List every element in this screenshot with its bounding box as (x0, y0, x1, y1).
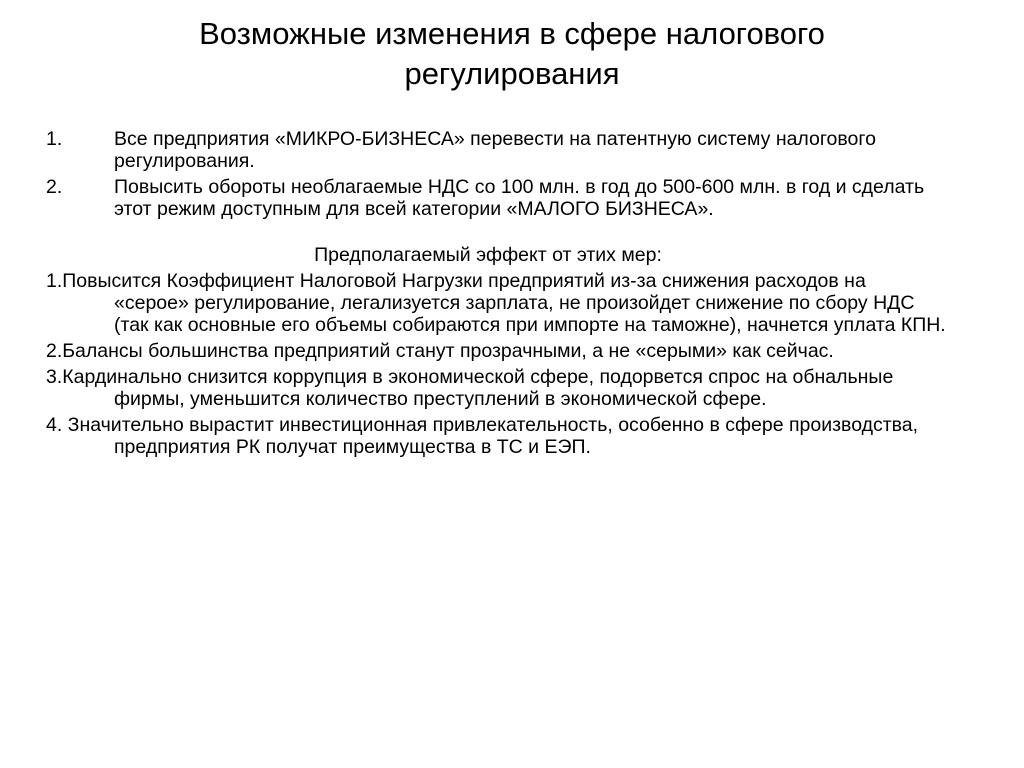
item-number: 2. (46, 176, 63, 198)
effects-heading: Предполагаемый эффект от этих мер: (314, 244, 662, 266)
item-number: 1. (46, 128, 63, 150)
slide-body (46, 128, 946, 462)
effect-item-1: 1.Повысится Коэффициент Налоговой Нагрузки предприятий из-за снижения расходов на «серое» регулирование, легализуется зарплата, не произойдет снижение по сбору НДС (так как основные его объемы собираются при импорте на таможне), начнется уплата КПН. (46, 270, 946, 336)
effect-item-4: 4. Значительно вырастит инвестиционная привлекательность, особенно в сфере производства, предприятия РК получат преимущества в ТС и ЕЭП. (46, 414, 919, 458)
numbered-item-1 (46, 128, 946, 172)
item-text: Повысить обороты необлагаемые НДС со 100 млн. в год до 500-600 млн. в год и сделать этот режим доступным для всей категории «МАЛОГО БИЗНЕСА». (114, 176, 925, 220)
numbered-item-2 (46, 176, 946, 220)
item-text: Все предприятия «МИКРО-БИЗНЕСА» перевести на патентную систему налогового регулирования. (114, 128, 876, 172)
effect-item-3: 3.Кардинально снизится коррупция в экономической сфере, подорвется спрос на обнальные фирмы, уменьшится количество преступлений в экономической сфере. (46, 366, 894, 410)
slide-title: Возможные изменения в сфере налогового регулирования (199, 16, 825, 91)
effect-item-2: 2.Балансы большинства предприятий станут прозрачными, а не «серыми» как сейчас. (46, 340, 834, 362)
